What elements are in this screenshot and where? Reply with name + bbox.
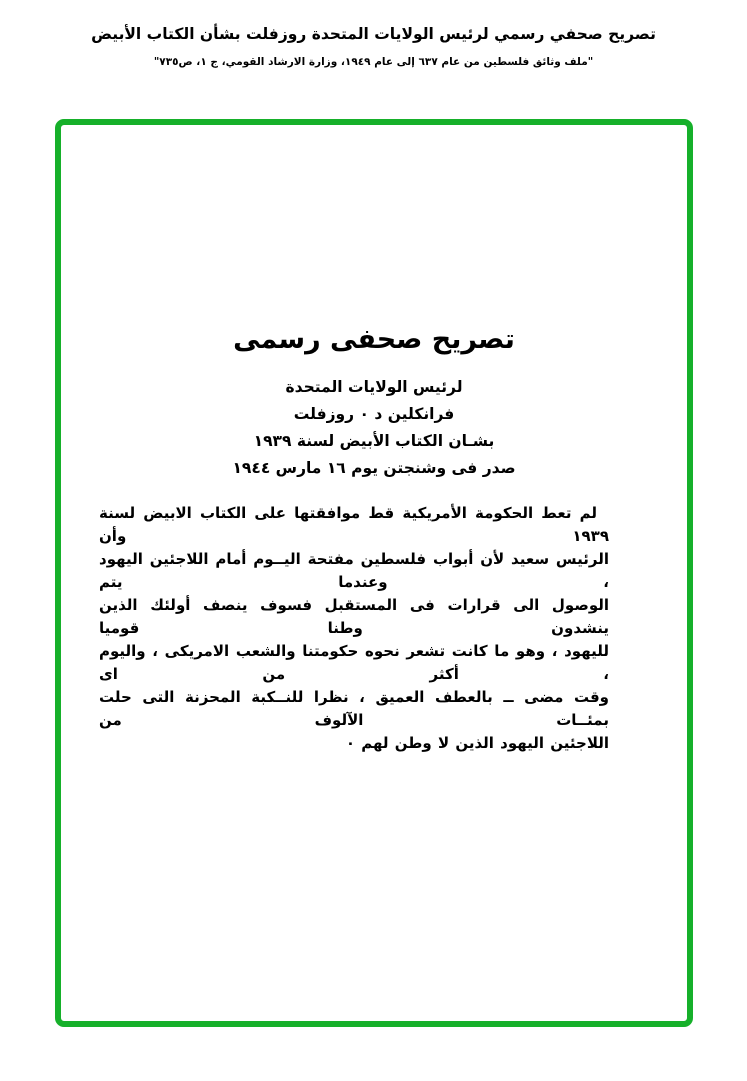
header-source-citation: "ملف وثائق فلسطين من عام ٦٣٧ إلى عام ١٩٤٩، وزارة الارشاد القومي، ج ١، ص٧٣٥": [153, 56, 594, 68]
header-title: تصريح صحفي رسمي لرئيس الولايات المتحدة روزفلت بشأن الكتاب الأبيض: [91, 25, 656, 43]
body-paragraph: [99, 502, 609, 755]
document-header: [0, 24, 747, 69]
body-line: لليهود ، وهو ما كانت تشعر نحوه حكومتنا والشعب الامريكى ، واليوم ، أكثر من اى: [99, 642, 609, 683]
subtitle-line-president-name: فرانكلين د ٠ روزفلت: [293, 405, 455, 423]
body-line: وقت مضى ــ بالعطف العميق ، نظرا للنــكبة المحزنة التى حلت بمئــات الآلوف من: [99, 688, 609, 729]
body-line: الرئيس سعيد لأن أبواب فلسطين مفتحة اليــوم أمام اللاجئين اليهود ، وعندما يتم: [99, 550, 609, 591]
subtitle-line-subject: بشـان الكتاب الأبيض لسنة ١٩٣٩: [253, 432, 495, 450]
document-title-block: [61, 323, 687, 482]
document-frame: [55, 119, 693, 1027]
body-line: لم تعط الحكومة الأمريكية قط موافقتها على الكتاب الابيض لسنة ١٩٣٩ وأن: [99, 504, 609, 545]
subtitle-line-recipient: لرئيس الولايات المتحدة: [285, 378, 463, 396]
subtitle-line-issue-date: صدر فى وشنجتن يوم ١٦ مارس ١٩٤٤: [232, 459, 516, 477]
body-line: اللاجئين اليهود الذين لا وطن لهم ٠: [345, 734, 609, 752]
document-title: تصريح صحفى رسمى: [233, 324, 515, 355]
body-line: الوصول الى قرارات فى المستقبل فسوف ينصف أولئك الذين ينشدون وطنا قوميا: [99, 596, 609, 637]
